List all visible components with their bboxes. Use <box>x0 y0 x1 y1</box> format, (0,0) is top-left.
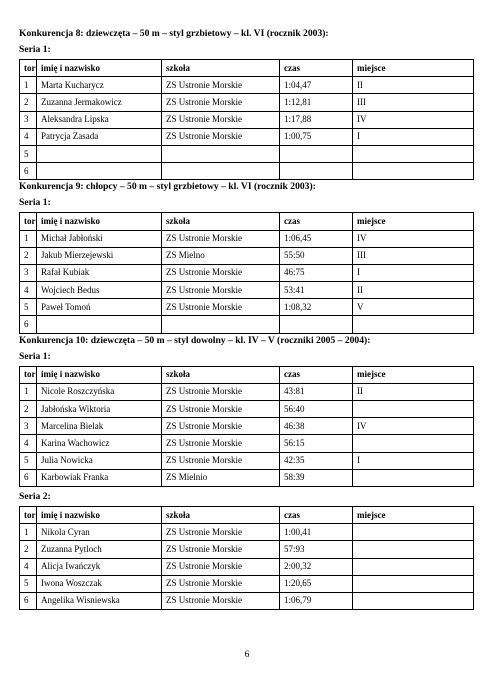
cell-tor: 5 <box>20 575 37 592</box>
cell-tor: 3 <box>20 111 37 128</box>
table-header-row <box>20 506 474 523</box>
cell-name: Nicole Roszczyńska <box>37 383 162 400</box>
table-row <box>20 558 474 575</box>
cell-time: 2:00,32 <box>280 558 353 575</box>
series-title: Seria 1: <box>19 197 51 209</box>
cell-name: Marcelina Bielak <box>37 418 162 435</box>
cell-tor: 1 <box>20 524 37 541</box>
cell-tor: 2 <box>20 94 37 111</box>
table-row <box>20 592 474 609</box>
table-header-row <box>20 366 474 383</box>
cell-school: ZS Ustronie Morskie <box>162 452 280 469</box>
cell-school: ZS Ustronie Morskie <box>162 401 280 418</box>
table-row <box>20 401 474 418</box>
table-row <box>20 435 474 452</box>
cell-tor: 1 <box>20 230 37 247</box>
cell-school: ZS Ustronie Morskie <box>162 299 280 316</box>
cell-time: 1:17,88 <box>280 111 353 128</box>
cell-place: IV <box>353 418 474 435</box>
table-row <box>20 452 474 469</box>
header-time: czas <box>280 213 353 230</box>
cell-tor: 2 <box>20 401 37 418</box>
cell-time: 1:06,45 <box>280 230 353 247</box>
cell-time: 1:00,75 <box>280 128 353 145</box>
table-row <box>20 575 474 592</box>
cell-time: 1:08,32 <box>280 299 353 316</box>
table-row <box>20 299 474 316</box>
table-row <box>20 282 474 299</box>
cell-time: 53:41 <box>280 282 353 299</box>
table-row <box>20 128 474 145</box>
table-row <box>20 541 474 558</box>
header-tor: tor <box>20 366 37 383</box>
cell-place: I <box>353 452 474 469</box>
cell-time: 46:75 <box>280 264 353 281</box>
cell-place: IV <box>353 230 474 247</box>
cell-place <box>353 592 474 609</box>
cell-name: Alicja Iwańczyk <box>37 558 162 575</box>
cell-place <box>353 558 474 575</box>
cell-place <box>353 541 474 558</box>
header-name: imię i nazwisko <box>37 213 162 230</box>
cell-school: ZS Ustronie Morskie <box>162 418 280 435</box>
cell-name: Wojciech Bedus <box>37 282 162 299</box>
cell-time: 56:40 <box>280 401 353 418</box>
page-number: 6 <box>244 649 250 660</box>
cell-time: 43:81 <box>280 383 353 400</box>
results-table <box>19 212 474 333</box>
cell-place: II <box>353 77 474 94</box>
cell-school: ZS Ustronie Morskie <box>162 128 280 145</box>
cell-school: ZS Mielno <box>162 247 280 264</box>
cell-name: Rafał Kubiak <box>37 264 162 281</box>
cell-place <box>353 163 474 180</box>
cell-time <box>280 145 353 162</box>
header-place: miejsce <box>353 213 474 230</box>
cell-name: Julia Nowicka <box>37 452 162 469</box>
header-tor: tor <box>20 60 37 77</box>
cell-tor: 4 <box>20 282 37 299</box>
cell-place <box>353 524 474 541</box>
cell-place <box>353 575 474 592</box>
cell-place: IV <box>353 111 474 128</box>
header-school: szkoła <box>162 366 280 383</box>
header-time: czas <box>280 366 353 383</box>
cell-school <box>162 145 280 162</box>
cell-place: V <box>353 299 474 316</box>
competition-section <box>19 335 475 610</box>
cell-tor: 2 <box>20 541 37 558</box>
cell-time: 55:50 <box>280 247 353 264</box>
cell-time: 56:15 <box>280 435 353 452</box>
cell-tor: 6 <box>20 163 37 180</box>
cell-place: III <box>353 247 474 264</box>
cell-place: I <box>353 264 474 281</box>
table-row <box>20 264 474 281</box>
cell-time: 1:12,81 <box>280 94 353 111</box>
header-place: miejsce <box>353 60 474 77</box>
competition-title: Konkurencja 8: dziewczęta – 50 m – styl grzbietowy – kl. VI (rocznik 2003): <box>19 28 329 39</box>
header-place: miejsce <box>353 506 474 523</box>
cell-time: 1:04,47 <box>280 77 353 94</box>
cell-name: Jakub Mierzejewski <box>37 247 162 264</box>
cell-name: Zuzanna Pytloch <box>37 541 162 558</box>
cell-tor: 4 <box>20 128 37 145</box>
table-row <box>20 469 474 486</box>
table-row <box>20 94 474 111</box>
cell-place: II <box>353 383 474 400</box>
header-name: imię i nazwisko <box>37 366 162 383</box>
cell-name: Iwona Woszczak <box>37 575 162 592</box>
cell-school: ZS Mielnio <box>162 469 280 486</box>
cell-tor: 5 <box>20 145 37 162</box>
cell-school: ZS Ustronie Morskie <box>162 435 280 452</box>
table-row <box>20 163 474 180</box>
series-title: Seria 1: <box>19 350 51 362</box>
cell-tor: 2 <box>20 247 37 264</box>
cell-school: ZS Ustronie Morskie <box>162 77 280 94</box>
cell-place: II <box>353 282 474 299</box>
table-header-row <box>20 213 474 230</box>
cell-school: ZS Ustronie Morskie <box>162 264 280 281</box>
cell-place: III <box>353 94 474 111</box>
header-tor: tor <box>20 506 37 523</box>
cell-name: Patrycja Zasada <box>37 128 162 145</box>
header-school: szkoła <box>162 506 280 523</box>
cell-tor: 5 <box>20 452 37 469</box>
competition-section <box>19 181 475 333</box>
document-page <box>19 28 475 611</box>
cell-tor: 6 <box>20 316 37 333</box>
cell-time <box>280 163 353 180</box>
series-title: Seria 2: <box>19 490 51 502</box>
table-row <box>20 316 474 333</box>
cell-time <box>280 316 353 333</box>
table-row <box>20 247 474 264</box>
cell-time: 42:35 <box>280 452 353 469</box>
table-row <box>20 111 474 128</box>
table-row <box>20 77 474 94</box>
cell-school: ZS Ustronie Morskie <box>162 541 280 558</box>
cell-tor: 6 <box>20 592 37 609</box>
cell-name: Jabłońska Wiktoria <box>37 401 162 418</box>
cell-school: ZS Ustronie Morskie <box>162 230 280 247</box>
cell-tor: 1 <box>20 383 37 400</box>
cell-place <box>353 145 474 162</box>
cell-time: 58:39 <box>280 469 353 486</box>
cell-name: Michał Jabłoński <box>37 230 162 247</box>
header-time: czas <box>280 506 353 523</box>
cell-name <box>37 316 162 333</box>
cell-name: Marta Kucharycz <box>37 77 162 94</box>
cell-place: I <box>353 128 474 145</box>
header-school: szkoła <box>162 213 280 230</box>
cell-place <box>353 401 474 418</box>
cell-time: 1:20,65 <box>280 575 353 592</box>
header-tor: tor <box>20 213 37 230</box>
cell-name: Nikola Cyran <box>37 524 162 541</box>
cell-school: ZS Ustronie Morskie <box>162 592 280 609</box>
cell-school <box>162 163 280 180</box>
cell-school: ZS Ustronie Morskie <box>162 111 280 128</box>
table-header-row <box>20 60 474 77</box>
header-name: imię i nazwisko <box>37 60 162 77</box>
table-row <box>20 145 474 162</box>
results-table <box>19 506 474 610</box>
table-row <box>20 524 474 541</box>
cell-name: Karbowiak Franka <box>37 469 162 486</box>
series-title: Seria 1: <box>19 44 51 55</box>
cell-name <box>37 145 162 162</box>
header-name: imię i nazwisko <box>37 506 162 523</box>
header-time: czas <box>280 60 353 77</box>
cell-school: ZS Ustronie Morskie <box>162 383 280 400</box>
cell-school: ZS Ustronie Morskie <box>162 575 280 592</box>
cell-place <box>353 316 474 333</box>
table-row <box>20 230 474 247</box>
competition-section <box>19 28 475 180</box>
cell-name <box>37 163 162 180</box>
cell-name: Angelika Wisniewska <box>37 592 162 609</box>
results-table <box>19 366 474 487</box>
header-school: szkoła <box>162 60 280 77</box>
cell-name: Karina Wachowicz <box>37 435 162 452</box>
cell-tor: 3 <box>20 264 37 281</box>
cell-tor: 5 <box>20 299 37 316</box>
cell-tor: 4 <box>20 558 37 575</box>
competition-title: Konkurencja 9: chłopcy – 50 m – styl grzbietowy – kl. VI (rocznik 2003): <box>19 181 316 193</box>
cell-name: Zuzanna Jermakowicz <box>37 94 162 111</box>
cell-time: 57:93 <box>280 541 353 558</box>
competition-title: Konkurencja 10: dziewczęta – 50 m – styl dowolny – kl. IV – V (roczniki 2005 – 2004): <box>19 334 371 346</box>
cell-name: Aleksandra Lipska <box>37 111 162 128</box>
cell-tor: 6 <box>20 469 37 486</box>
cell-school: ZS Ustronie Morskie <box>162 282 280 299</box>
cell-time: 46:38 <box>280 418 353 435</box>
table-row <box>20 383 474 400</box>
cell-tor: 1 <box>20 77 37 94</box>
table-row <box>20 418 474 435</box>
cell-time: 1:06,79 <box>280 592 353 609</box>
cell-school <box>162 316 280 333</box>
cell-tor: 4 <box>20 435 37 452</box>
results-table <box>19 59 474 180</box>
cell-place <box>353 435 474 452</box>
cell-school: ZS Ustronie Morskie <box>162 524 280 541</box>
cell-place <box>353 469 474 486</box>
cell-name: Paweł Tomoń <box>37 299 162 316</box>
cell-tor: 3 <box>20 418 37 435</box>
cell-school: ZS Ustronie Morskie <box>162 94 280 111</box>
cell-time: 1:00,41 <box>280 524 353 541</box>
header-place: miejsce <box>353 366 474 383</box>
cell-school: ZS Ustronie Morskie <box>162 558 280 575</box>
